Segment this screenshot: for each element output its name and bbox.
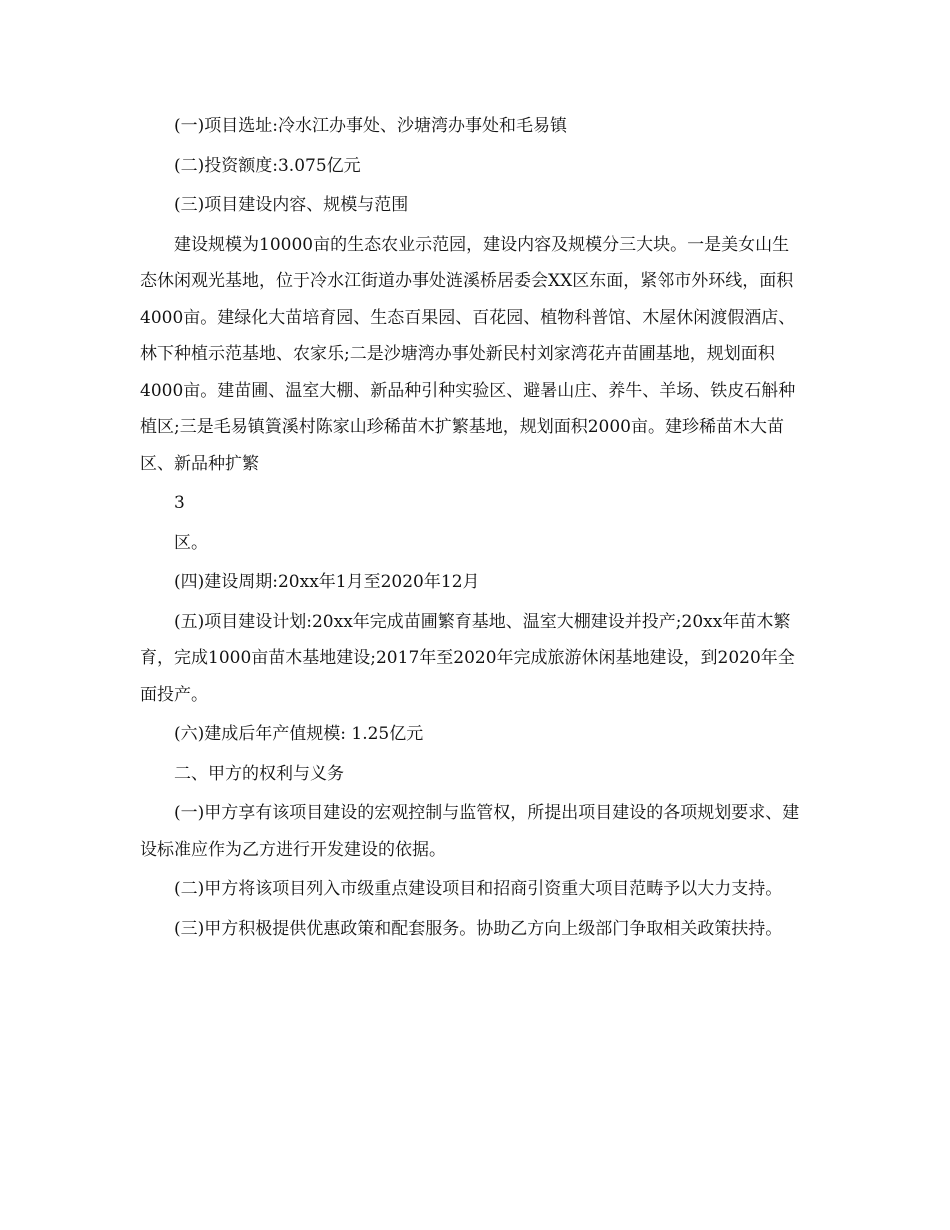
document-body <box>140 108 805 950</box>
paragraph-annual-output: (六)建成后年产值规模: 1.25亿元 <box>174 724 424 744</box>
paragraph-party-a-policy-support: (三)甲方积极提供优惠政策和配套服务。协助乙方向上级部门争取相关政策扶持。 <box>174 918 783 939</box>
paragraph-construction-scope-heading: (三)项目建设内容、规模与范围 <box>174 195 409 215</box>
paragraph-party-a-key-project: (二)甲方将该项目列入市级重点建设项目和招商引资重大项目范畴予以大力支持。 <box>174 879 783 899</box>
paragraph-party-a-oversight: (一)甲方享有该项目建设的宏观控制与监管权，所提出项目建设的各项规划要求、建设标准应作为乙方进行开发建设的依据。 <box>140 803 800 860</box>
paragraph-investment-amount: (二)投资额度:3.075亿元 <box>174 155 361 176</box>
paragraph-construction-plan: (五)项目建设计划:20xx年完成苗圃繁育基地、温室大棚建设并投产;20xx年苗木繁育，完成1000亩苗木基地建设;2017年至2020年完成旅游休闲基地建设，到2020年全面投产。 <box>140 611 795 705</box>
paragraph-construction-period: (四)建设周期:20xx年1月至2020年12月 <box>174 572 480 592</box>
paragraph-continuation: 区。 <box>174 532 208 553</box>
paragraph-project-location: (一)项目选址:冷水江办事处、沙塘湾办事处和毛易镇 <box>174 116 567 136</box>
section-heading-party-a-rights: 二、甲方的权利与义务 <box>174 763 344 784</box>
paragraph-construction-scale: 建设规模为10000亩的生态农业示范园，建设内容及规模分三大块。一是美女山生态休闲观光基地，位于冷水江街道办事处涟溪桥居委会XX区东面，紧邻市外环线，面积4000亩。建绿化大苗培育园、生态百果园、百花园、植物科普馆、木屋休闲渡假酒店、林下种植示范基地、农家乐;二是沙塘湾办事处新民村刘家湾花卉苗圃基地，规划面积4000亩。建苗圃、温室大棚、新品种引种实验区、避暑山庄、养牛、羊场、铁皮石斛种植区;三是毛易镇篢溪村陈家山珍稀苗木扩繁基地，规划面积2000亩。建珍稀苗木大苗区、新品种扩繁 <box>140 234 796 474</box>
page-number: 3 <box>174 493 185 513</box>
